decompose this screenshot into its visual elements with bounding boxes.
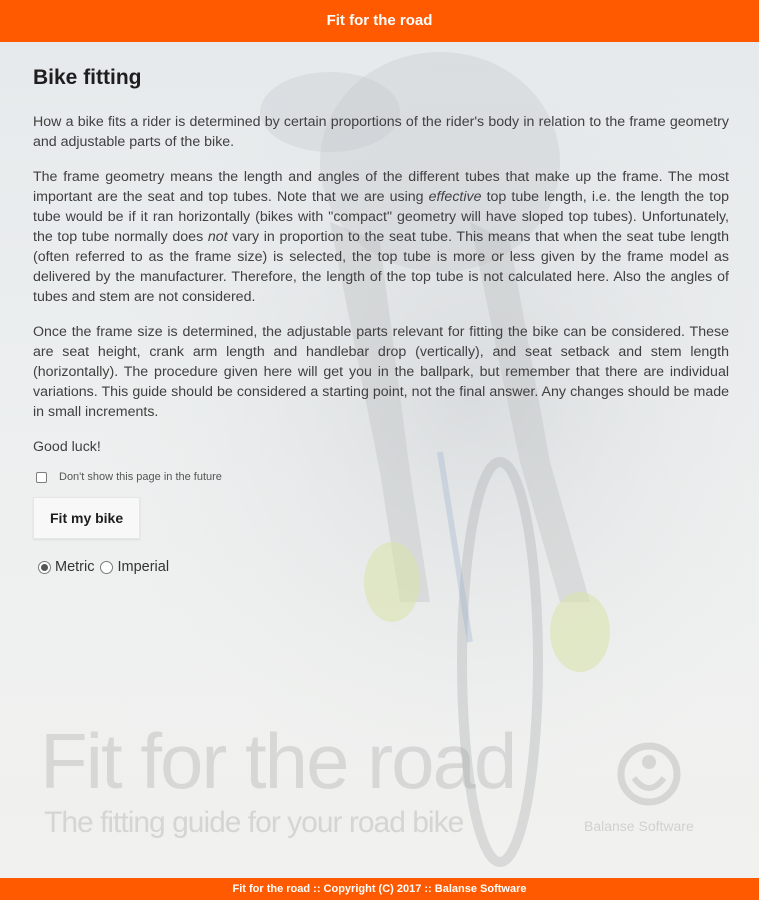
dont-show-again-label[interactable]: Don't show this page in the future [59, 471, 222, 483]
geometry-text-3: vary in proportion to the seat tube. This means that when the seat tube length (often referred to as the frame size) is selected, the top tube is more or less given by the frame model as delivered by the manufacturer. Therefore, the length of the top tube is not calculated here. Also the angles of tubes and stem are not considered. [33, 229, 729, 305]
metric-label[interactable]: Metric [55, 559, 95, 575]
geometry-text-1: The frame geometry means the length and angles of the different tubes that make up the frame. The most important are the seat and top tubes. Note that we are using [33, 169, 729, 205]
app-title: Fit for the road [326, 12, 433, 29]
intro-paragraph: How a bike fits a rider is determined by certain proportions of the rider's body in relation to the frame geometry and adjustable parts of the bike. [33, 114, 729, 150]
geometry-emphasis-effective: effective [428, 189, 482, 205]
watermark-logo: Fit for the road [40, 717, 516, 805]
main-content [33, 42, 729, 575]
unit-selector [38, 559, 729, 575]
metric-radio[interactable] [38, 561, 51, 574]
adjustable-paragraph: Once the frame size is determined, the adjustable parts relevant for fitting the bike can be considered. These are seat height, crank arm length and handlebar drop (vertically), and seat setback and stem length (horizontally). The procedure given here will get you in the ballpark, but remember that there are individual variations. This guide should be considered a starting point, not the final answer. Any changes should be made in small increments. [33, 324, 729, 420]
geometry-emphasis-not: not [207, 229, 228, 245]
page-title: Bike fitting [33, 66, 142, 89]
balanse-logo-icon [614, 734, 684, 814]
geometry-text-2: top tube length, i.e. the length the top tube would be if it ran horizontally (bikes with "compact" geometry will have sloped top tubes). Unfortunately, the top tube normally does [33, 189, 730, 245]
imperial-label[interactable]: Imperial [117, 559, 170, 575]
dont-show-again-checkbox[interactable] [36, 472, 47, 483]
fit-my-bike-button[interactable]: Fit my bike [33, 497, 140, 539]
good-luck-text: Good luck! [33, 439, 101, 455]
imperial-radio[interactable] [100, 561, 113, 574]
app-title-bar [0, 0, 759, 42]
geometry-paragraph [33, 167, 729, 307]
watermark-company: Balanse Software [584, 818, 694, 834]
dont-show-again-row[interactable] [36, 471, 729, 483]
footer-bar [0, 878, 759, 900]
footer-copyright: Fit for the road :: Copyright (C) 2017 :: Balanse Software [232, 883, 527, 895]
watermark-tagline: The fitting guide for your road bike [44, 806, 464, 839]
